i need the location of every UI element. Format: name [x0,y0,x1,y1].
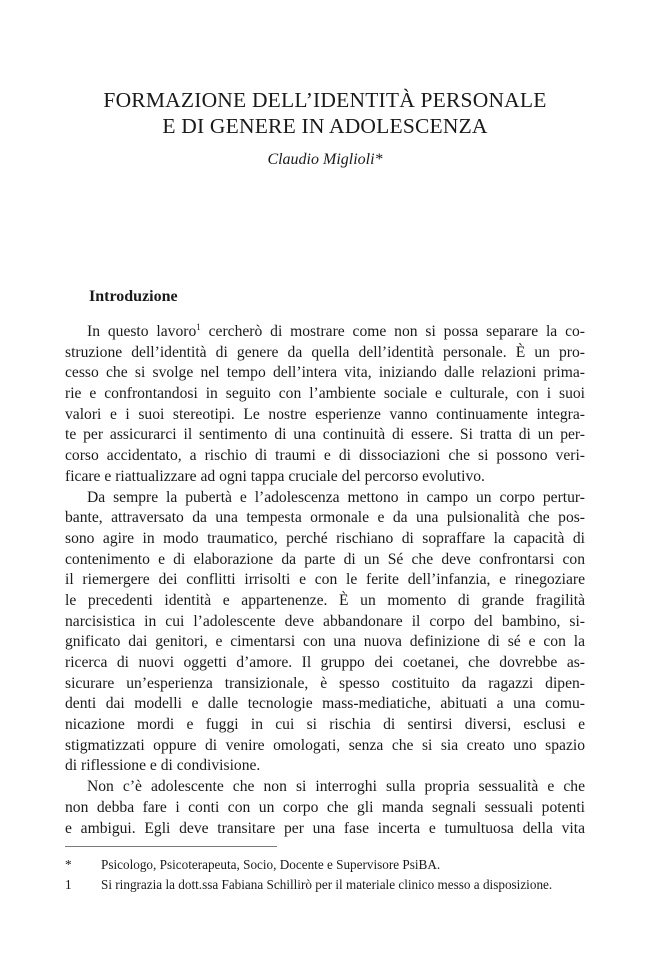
body-line: cesso che si svolge nel tempo dell’intera vita, iniziando dalle relazioni prima- [65,364,585,382]
body-line: valori e i suoi stereotipi. Le nostre esperienze vanno continuamente integra- [65,405,585,423]
body-line: sicurare un’esperienza transizionale, è spesso costituito da ragazzi dipen- [65,674,585,692]
footnote [65,855,585,875]
body-line: di riflessione e di condivisione. [65,757,261,775]
footnote [65,875,585,895]
body-line: nicazione mordi e fuggi in cui si rischia di sentirsi diversi, esclusi e [65,716,585,734]
body-line: Non c’è adolescente che non si interroghi sulla propria sessualità e che [87,778,585,796]
body-text-run: cercherò di mostrare come non si possa separare la co- [200,323,585,340]
body-line: te per assicurarci il sentimento di una continuità di essere. Si tratta di un per- [65,426,585,444]
section-heading: Introduzione [89,288,178,305]
body-line: il riemergere dei conflitti irrisolti e con le ferite dell’infanzia, e rinegoziare [65,571,585,589]
footnote-marker: * [65,857,72,872]
body-line: rie e confrontandosi in seguito con l’ambiente sociale e culturale, con i suoi [65,385,585,403]
footnote-divider [65,846,277,847]
footnotes [65,855,585,895]
body-line: contenimento e di elaborazione da parte di un Sé che deve confrontarsi con [65,550,585,568]
body-text-run: In questo lavoro [87,323,197,340]
body-line: corso accidentato, a rischio di traumi e di dissociazioni che si possono veri- [65,447,585,465]
body-text [65,322,585,839]
footnote-text: Si ringrazia la dott.ssa Fabiana Schillirò per il materiale clinico messo a disposizione. [101,877,553,892]
body-line: le precedenti identità e appartenenze. È un momento di grande fragilità [65,591,585,609]
article-title [60,87,590,139]
title-line: E DI GENERE IN ADOLESCENZA [162,114,488,138]
body-line: struzione dell’identità di genere da quella dell’identità personale. È un pro- [65,343,585,361]
author-name: Claudio Miglioli* [267,151,383,168]
footnote-reference: 1 [196,322,201,332]
title-line: FORMAZIONE DELL’IDENTITÀ PERSONALE [103,88,547,112]
body-line: ricerca di nuovi oggetti d’amore. Il gruppo dei coetanei, che dovrebbe as- [65,654,585,671]
body-line: narcisistica in cui l’adolescente deve abbandonare il corpo del bambino, si- [65,612,585,630]
body-line: sono agire in modo traumatico, perché rischiano di sopraffare la capacità di [65,529,585,547]
footnote-marker: 1 [65,877,72,892]
body-line: bante, attraversato da una tempesta ormonale e da una pulsionalità che pos- [65,509,585,527]
body-line [65,322,585,343]
body-line: ficare e riattualizzare ad ogni tappa cruciale del percorso evolutivo. [65,467,485,485]
body-line: gnificato dai genitori, e cimentarsi con una nuova definizione di sé e con la [65,633,585,651]
body-line: denti dai modelli e dalle tecnologie mass-mediatiche, abituati a una comu- [65,695,585,713]
body-line: stigmatizzati oppure di venire omologati, senza che si sia creato uno spazio [65,736,585,754]
body-line: e ambigui. Egli deve transitare per una fase incerta e tumultuosa della vita [65,819,585,837]
footnote-text: Psicologo, Psicoterapeuta, Socio, Docente e Supervisore PsiBA. [101,857,441,872]
body-line: Da sempre la pubertà e l’adolescenza mettono in campo un corpo pertur- [87,488,585,506]
body-line: non debba fare i conti con un corpo che gli manda segnali sessuali potenti [65,798,585,816]
